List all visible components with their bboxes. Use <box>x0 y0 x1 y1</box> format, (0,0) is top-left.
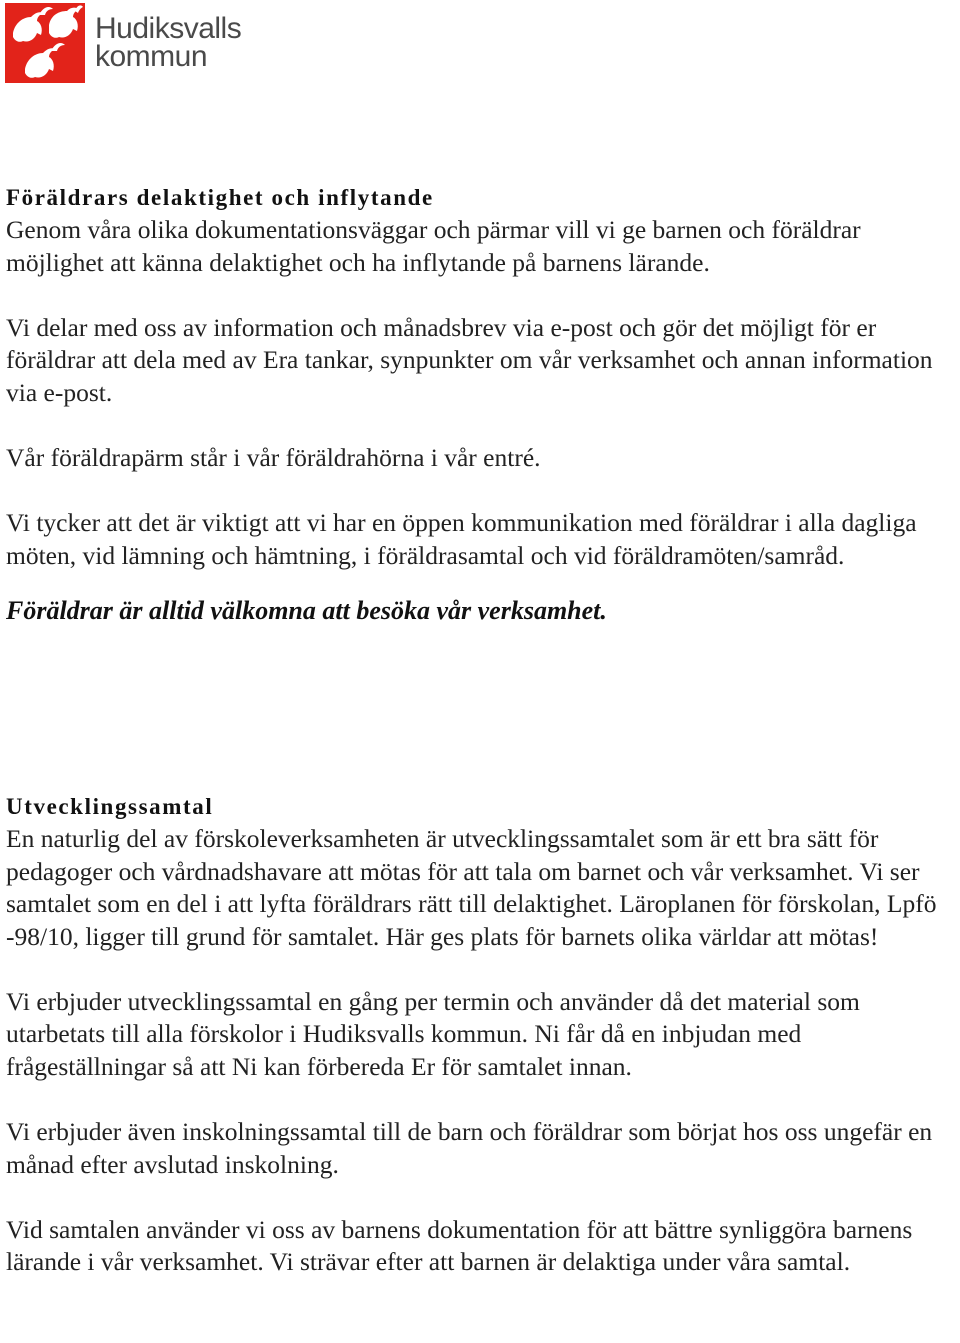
paragraph: Vår föräldrapärm står i vår föräldrahörna i vår entré. <box>6 442 541 472</box>
paragraph: Vi erbjuder även inskolningssamtal till de barn och föräldrar som börjat hos oss ungefär en månad efter avslutad inskolning. <box>6 1117 933 1179</box>
section-parental-involvement <box>6 182 958 627</box>
paragraph: Vid samtalen använder vi oss av barnens dokumentation för att bättre synliggöra barnens lärande i vår verksamhet. Vi strävar efter att barnen är delaktiga under våra samtal. <box>6 1214 913 1277</box>
paragraph: Vi tycker att det är viktigt att vi har en öppen kommunikation med föräldrar i alla dagliga möten, vid lämning och hämtning, i föräldrasamtal och vid föräldramöten/samråd. <box>6 508 917 570</box>
section-development-talks <box>6 791 960 1279</box>
section-heading: Utvecklingssamtal <box>6 794 214 819</box>
paragraph: Vi erbjuder utvecklingssamtal en gång per termin och använder då det material som utarbetats till alla förskolor i Hudiksvalls kommun. Ni får då en inbjudan med frågeställningar så att Ni kan förbereda Er för samtalet innan. <box>6 986 860 1082</box>
hudiksvalls-kommun-logo <box>5 3 241 83</box>
section-heading: Föräldrars delaktighet och inflytande <box>6 185 434 210</box>
paragraph: Vi delar med oss av information och månadsbrev via e-post och gör det möjligt för er föräldrar att dela med av Era tankar, synpunkter om vår verksamhet och annan information via e-post. <box>6 312 933 407</box>
brand-line-2: kommun <box>95 40 208 73</box>
brand-line-1: Hudiksvalls <box>95 12 242 45</box>
goat-emblem-icon <box>5 3 85 83</box>
paragraph: Genom våra olika dokumentationsväggar och pärmar vill vi ge barnen och föräldrar möjlighet att känna delaktighet och ha inflytande på barnens lärande. <box>6 215 861 277</box>
emphasis-statement: Föräldrar är alltid välkomna att besöka vår verksamhet. <box>6 596 607 626</box>
brand-wordmark <box>95 12 242 73</box>
paragraph: En naturlig del av förskoleverksamheten är utvecklingssamtalet som är ett bra sätt för pedagoger och vårdnadshavare att mötas för att tala om barnet och vår verksamhet. Vi ser samtalet som en del i att lyfta föräldrars rätt till delaktighet. Läroplanen för förskolan, Lpfö -98/10, ligger till grund för samtalet. Här ges plats för barnets olika världar att mötas! <box>6 824 937 951</box>
